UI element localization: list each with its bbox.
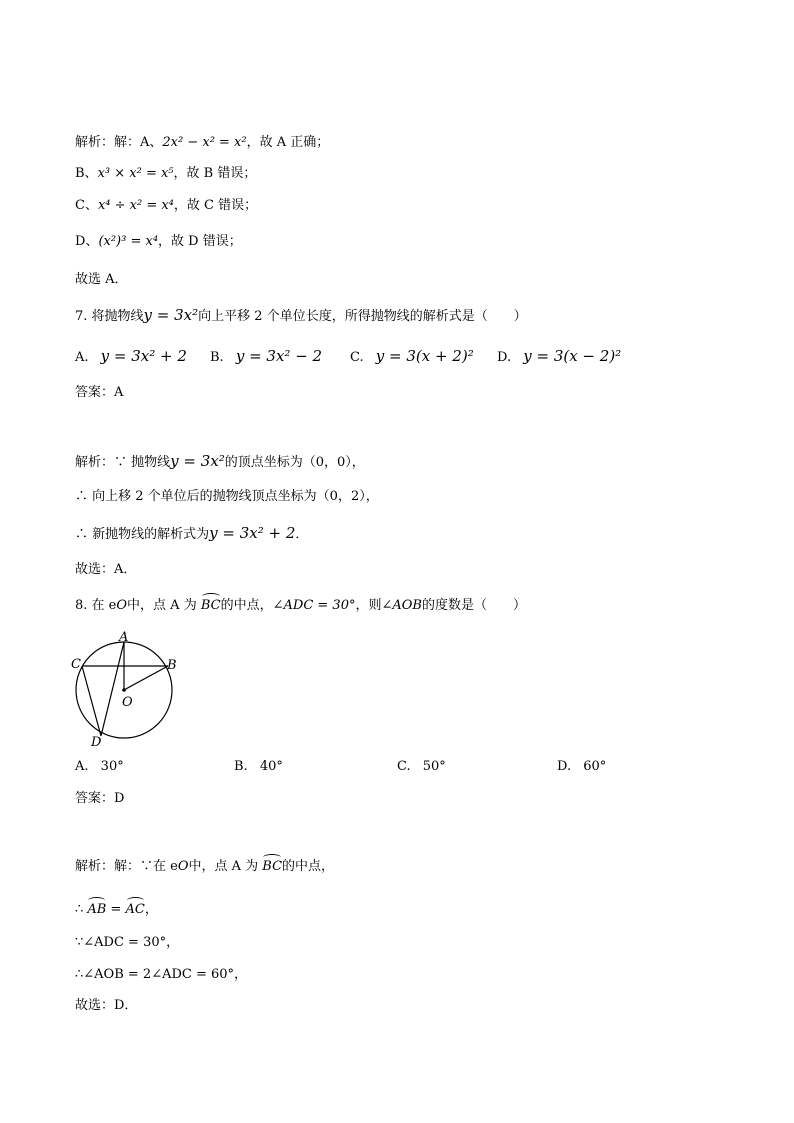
q6-line4-math: (x²)³ = x⁴: [98, 234, 159, 249]
q7-option-d-math: y = 3(x − 2)²: [523, 347, 622, 365]
q8-conclusion: 故选：D．: [75, 998, 138, 1013]
q8-stem: [75, 596, 526, 616]
q7-sol3-math: y = 3x² + 2: [209, 524, 296, 542]
q7-stem-math: y = 3x²: [143, 306, 199, 324]
q7-solution-line-3: [75, 523, 308, 545]
q6-line4-prefix: D、: [75, 234, 99, 249]
q7-sol1-prefix: 解析：∵ 抛物线: [75, 455, 171, 470]
q7-sol1-suffix: 的顶点坐标为（0，0），: [224, 455, 365, 470]
q8-option-d-label: D.: [557, 759, 572, 774]
q8-solution-line-3: ∵∠ADC = 30°，: [75, 935, 180, 950]
q8-sol1-mid: 中，点 A 为: [188, 859, 259, 874]
q6-line3-math: x⁴ ÷ x² = x⁴: [97, 198, 174, 213]
q8-stem-mid2: 的中点，: [220, 598, 273, 613]
q7-option-c[interactable]: [350, 346, 474, 368]
q8-sol1-circle: O: [177, 859, 189, 874]
q8-stem-arc-bc: BC: [201, 596, 221, 616]
chord-ad: [101, 642, 124, 736]
q8-sol2-arc-ab: AB: [87, 900, 106, 920]
center-point: [122, 688, 126, 692]
q8-option-c[interactable]: [397, 757, 446, 777]
q8-sol1-arc-bc: BC: [262, 857, 282, 877]
q7-option-d-label: D.: [497, 350, 512, 365]
q6-conclusion: 故选 A．: [75, 272, 128, 287]
q7-option-a-label: A.: [75, 350, 89, 365]
q6-solution-line-1: [75, 133, 329, 153]
q8-option-c-label: C.: [397, 759, 411, 774]
q6-line4-suffix: ，故 D 错误；: [158, 234, 242, 249]
q8-circle-figure: [62, 626, 192, 750]
q8-solution-line-1: [75, 857, 334, 877]
label-b: B: [167, 658, 177, 673]
q8-stem-mid: 中，点 A 为: [127, 598, 197, 613]
q8-stem-suffix: 的度数是（ ）: [421, 598, 526, 613]
q6-line2-math: x³ × x² = x⁵: [97, 166, 174, 181]
q6-line3-suffix: ，故 C 错误；: [173, 198, 258, 213]
q7-sol3-suffix: ．: [295, 527, 309, 542]
q7-stem: [75, 305, 527, 327]
q8-solution-line-4: ∴∠AOB = 2∠ADC = 60°，: [75, 967, 248, 982]
q8-answer: 答案：D: [75, 791, 125, 806]
q6-line3-prefix: C、: [75, 198, 98, 213]
q6-solution-line-2: [75, 164, 256, 184]
label-d: D: [91, 735, 102, 750]
q7-sol3-prefix: ∴ 新抛物线的解析式为: [75, 527, 210, 542]
q6-line1-suffix: ，故 A 正确；: [246, 135, 330, 150]
q8-option-d-value: 60°: [583, 759, 607, 774]
q7-solution-line-2: ∴ 向上移 2 个单位后的抛物线顶点坐标为（0，2），: [75, 489, 379, 504]
q8-option-a[interactable]: [75, 757, 124, 777]
q6-solution-line-3: [75, 196, 257, 216]
q8-stem-circle: O: [116, 598, 128, 613]
q8-sol1-suffix: 的中点，: [282, 859, 335, 874]
q8-solution-line-2: [75, 900, 158, 920]
q8-sol1-prefix: 解析：解：∵在 e: [75, 859, 178, 874]
q8-option-a-value: 30°: [100, 759, 124, 774]
q8-stem-mid3: ，则: [355, 598, 382, 613]
q7-option-c-label: C.: [350, 350, 364, 365]
q7-answer: 答案：A: [75, 385, 124, 400]
q7-sol1-math: y = 3x²: [170, 452, 225, 470]
q8-option-b[interactable]: [234, 757, 283, 777]
q7-option-a[interactable]: [75, 346, 187, 368]
q7-option-b-label: B.: [210, 350, 224, 365]
q8-option-c-value: 50°: [422, 759, 446, 774]
q7-option-a-math: y = 3x² + 2: [100, 347, 187, 365]
q7-solution-line-1: [75, 451, 365, 473]
radius-ob: [124, 666, 168, 690]
q8-sol2-suffix: ，: [144, 902, 158, 917]
q6-line1-math: 2x² − x² = x²: [162, 135, 247, 150]
label-o: O: [122, 695, 133, 710]
q7-stem-suffix: 向上平移 2 个单位长度，所得抛物线的解析式是（ ）: [198, 309, 527, 324]
q8-option-b-value: 40°: [259, 759, 283, 774]
q8-sol2-arc-ac: AC: [126, 900, 145, 920]
label-c: C: [71, 657, 81, 672]
q8-option-b-label: B.: [234, 759, 248, 774]
q7-option-c-math: y = 3(x + 2)²: [375, 347, 474, 365]
q8-option-a-label: A.: [75, 759, 89, 774]
q7-option-d[interactable]: [497, 346, 621, 368]
q7-option-b-math: y = 3x² − 2: [235, 347, 323, 365]
q8-stem-angle2: ∠AOB: [381, 598, 422, 613]
label-a: A: [119, 630, 129, 645]
q8-option-d[interactable]: [557, 757, 606, 777]
q6-line1-prefix: 解析：解：A、: [75, 135, 163, 150]
q8-stem-prefix: 8. 在 e: [75, 598, 117, 613]
q7-stem-prefix: 7. 将抛物线: [75, 309, 144, 324]
q6-solution-line-4: [75, 232, 242, 252]
q7-conclusion: 故选：A．: [75, 562, 137, 577]
q6-line2-suffix: ，故 B 错误；: [173, 166, 257, 181]
q6-line2-prefix: B、: [75, 166, 98, 181]
q8-stem-angle: ∠ADC = 30°: [272, 598, 356, 613]
q8-sol2-eq: =: [106, 902, 126, 917]
q8-sol2-prefix: ∴: [75, 902, 88, 917]
q7-option-b[interactable]: [210, 346, 322, 368]
